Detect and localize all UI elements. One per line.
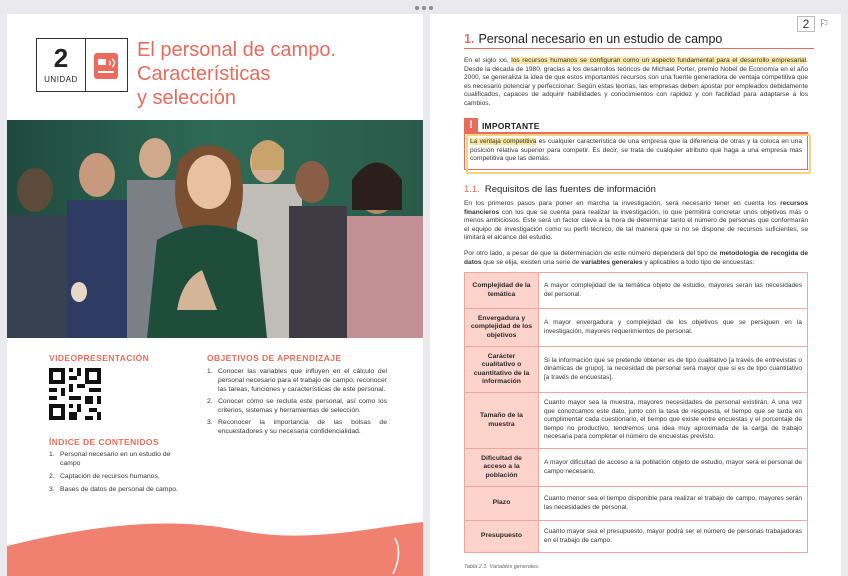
subsection-title: 1.1. Requisitos de las fuentes de información (464, 184, 656, 195)
index-item[interactable]: 2. Captación de recursos humanos. (49, 473, 160, 480)
page-indicator (797, 16, 835, 34)
highlighted-text[interactable]: los recursos humanos se configuran como un aspecto fundamental para el desarrollo empresarial (511, 57, 807, 64)
section-title: 1. Personal necesario en un estudio de campo (464, 32, 723, 46)
objective-item: 2. Conocer cómo se recluta este personal, así como los criterios, sistemas y herramientas de selección. (207, 398, 387, 414)
unit-badge (36, 38, 86, 92)
row-value: A mayor envergadura y complejidad de los objetivos que se persiguen en la investigación, mayores requerimientos de personal. (539, 309, 808, 347)
unit-label: UNIDAD (44, 75, 78, 84)
row-key: Carácter cualitativo o cuantitativo de la información (465, 347, 539, 393)
variables-table (464, 272, 808, 553)
title-line: y selección (137, 87, 236, 109)
objectives-list (207, 367, 387, 439)
table-row (465, 309, 808, 347)
decorative-wave (7, 516, 423, 576)
table-row (465, 347, 808, 393)
table-caption: Tabla 2.1. Variables generales. (464, 564, 540, 570)
index-heading: ÍNDICE DE CONTENIDOS (49, 437, 160, 447)
title-line: Características (137, 63, 271, 85)
table-row (465, 393, 808, 449)
video-heading: VIDEOPRESENTACIÓN (49, 353, 150, 363)
chapter-title (137, 38, 397, 110)
row-value: Cuanto mayor sea el presupuesto, mayor podrá ser el número de personas trabajadoras en el trabajo de campo. (539, 521, 808, 553)
row-key: Envergadura y complejidad de los objetivos (465, 309, 539, 347)
left-page (7, 14, 423, 576)
page-number: 2 (797, 16, 815, 32)
table-row (465, 521, 808, 553)
index-item[interactable]: 1. Personal necesario en un estudio de campo (49, 451, 171, 467)
payment-card-icon (86, 38, 128, 92)
paragraph-variables: Por otro lado, a pesar de que la determinación de este número dependerá del tipo de metodología de recogida de datos que se elija, existen una serie de variables generales y aplicables a todo tipo de encuestas: (464, 250, 808, 266)
row-key: Tamaño de la muestra (465, 393, 539, 449)
paragraph-resources: En los primeros pasos para poner en marcha la investigación, será necesario tener en cuenta los recursos financieros con los que se cuenta para realizar la investigación, lo que permitirá concretar unos objetivos más o menos ambiciosos. Este será un factor clave a la hora de determinar tanto el número de personas que conformarán el equipo de investigación como su perfil técnico, de tal manera que si no se dispone de recursos suficientes, se limitará el alcance del estudio. (464, 200, 808, 242)
objective-item: 1. Conocer las variables que influyen en el cálculo del personal necesario para el trabajo de campo; reconocer las tareas, funciones y características de este personal. (207, 368, 387, 393)
intro-paragraph: En el siglo xxi, los recursos humanos se configuran como un aspecto fundamental para el desarrollo empresarial. Desde la década de 1980, gracias a los desarrollos teóricos de Michael Porter, premio Nobel de Economía en el año 2000, se generaliza la idea de que estos importantes recursos son una fuente generadora de ventaja competitiva que es necesario potenciar y perfeccionar. Según estas teorías, las empresas deben apostar por empleados debidamente cualificados, capaces de adquirir habilidades y conocimientos con rapidez y con facilidad para adaptarse a los cambios. (464, 57, 808, 107)
row-key: Dificultad de acceso a la población (465, 449, 539, 487)
table-row (465, 273, 808, 309)
important-title: IMPORTANTE (482, 121, 540, 131)
row-value: A mayor dificultad de acceso a la población objeto de estudio, mayor será el personal de campo necesario. (539, 449, 808, 487)
row-value: Cuanto mayor sea la muestra, mayores necesidades de personal existirán. A una vez que conozcamos este dato, junto con la tasa de respuesta, el tiempo que se tarda en cumplimentar cada cuestionario, el tiempo que existe entre encuestas y el porcentaje de tiempo no productivo, tendremos una idea muy aproximada de la carga de trabajo necesaria para completar el número de encuestas previsto. (539, 393, 808, 449)
row-value: Cuanto menor sea el tiempo disponible para realizar el trabajo de campo, mayores serán las necesidades de personal. (539, 487, 808, 521)
exclamation-icon: ! (464, 118, 478, 132)
index-item[interactable]: 3. Bases de datos de personal de campo. (49, 486, 178, 493)
team-photo (7, 120, 423, 338)
objectives-heading: OBJETIVOS DE APRENDIZAJE (207, 353, 342, 363)
row-key: Presupuesto (465, 521, 539, 553)
important-box: La ventaja competitiva es cualquier característica de una empresa que la diferencia de otras y la coloca en una posición relativa superior para competir. Es decir, se trata de cualquier atributo que haga a una empresa más competitiva que las demás. (464, 132, 808, 170)
row-key: Complejidad de la temática (465, 273, 539, 309)
intro-columns (7, 344, 423, 576)
row-key: Plazo (465, 487, 539, 521)
table-row (465, 487, 808, 521)
index-list (49, 450, 179, 498)
row-value: Si la información que se pretende obtener es de tipo cualitativo [a través de entrevistas o dinámicas de grupo], la necesidad de personal será mayor que si es de tipo cuantitativo [a través de encuestas]. (539, 347, 808, 393)
table-row (465, 449, 808, 487)
right-page (430, 14, 841, 576)
qr-code-icon[interactable] (49, 368, 101, 420)
more-dots-icon[interactable] (412, 4, 436, 12)
bookmark-icon[interactable]: ⚐ (819, 18, 829, 30)
highlighted-term[interactable]: La ventaja competitiva (470, 138, 537, 145)
objective-item: 3. Reconocer la importancia de las bolsas de encuestadores y su necesaria confidencialidad. (207, 419, 387, 435)
row-value: A mayor complejidad de la temática objeto de estudio, mayores serán las necesidades del personal. (539, 273, 808, 309)
unit-number: 2 (53, 43, 69, 73)
title-line: El personal de campo. (137, 39, 337, 61)
section-rule (464, 48, 814, 49)
